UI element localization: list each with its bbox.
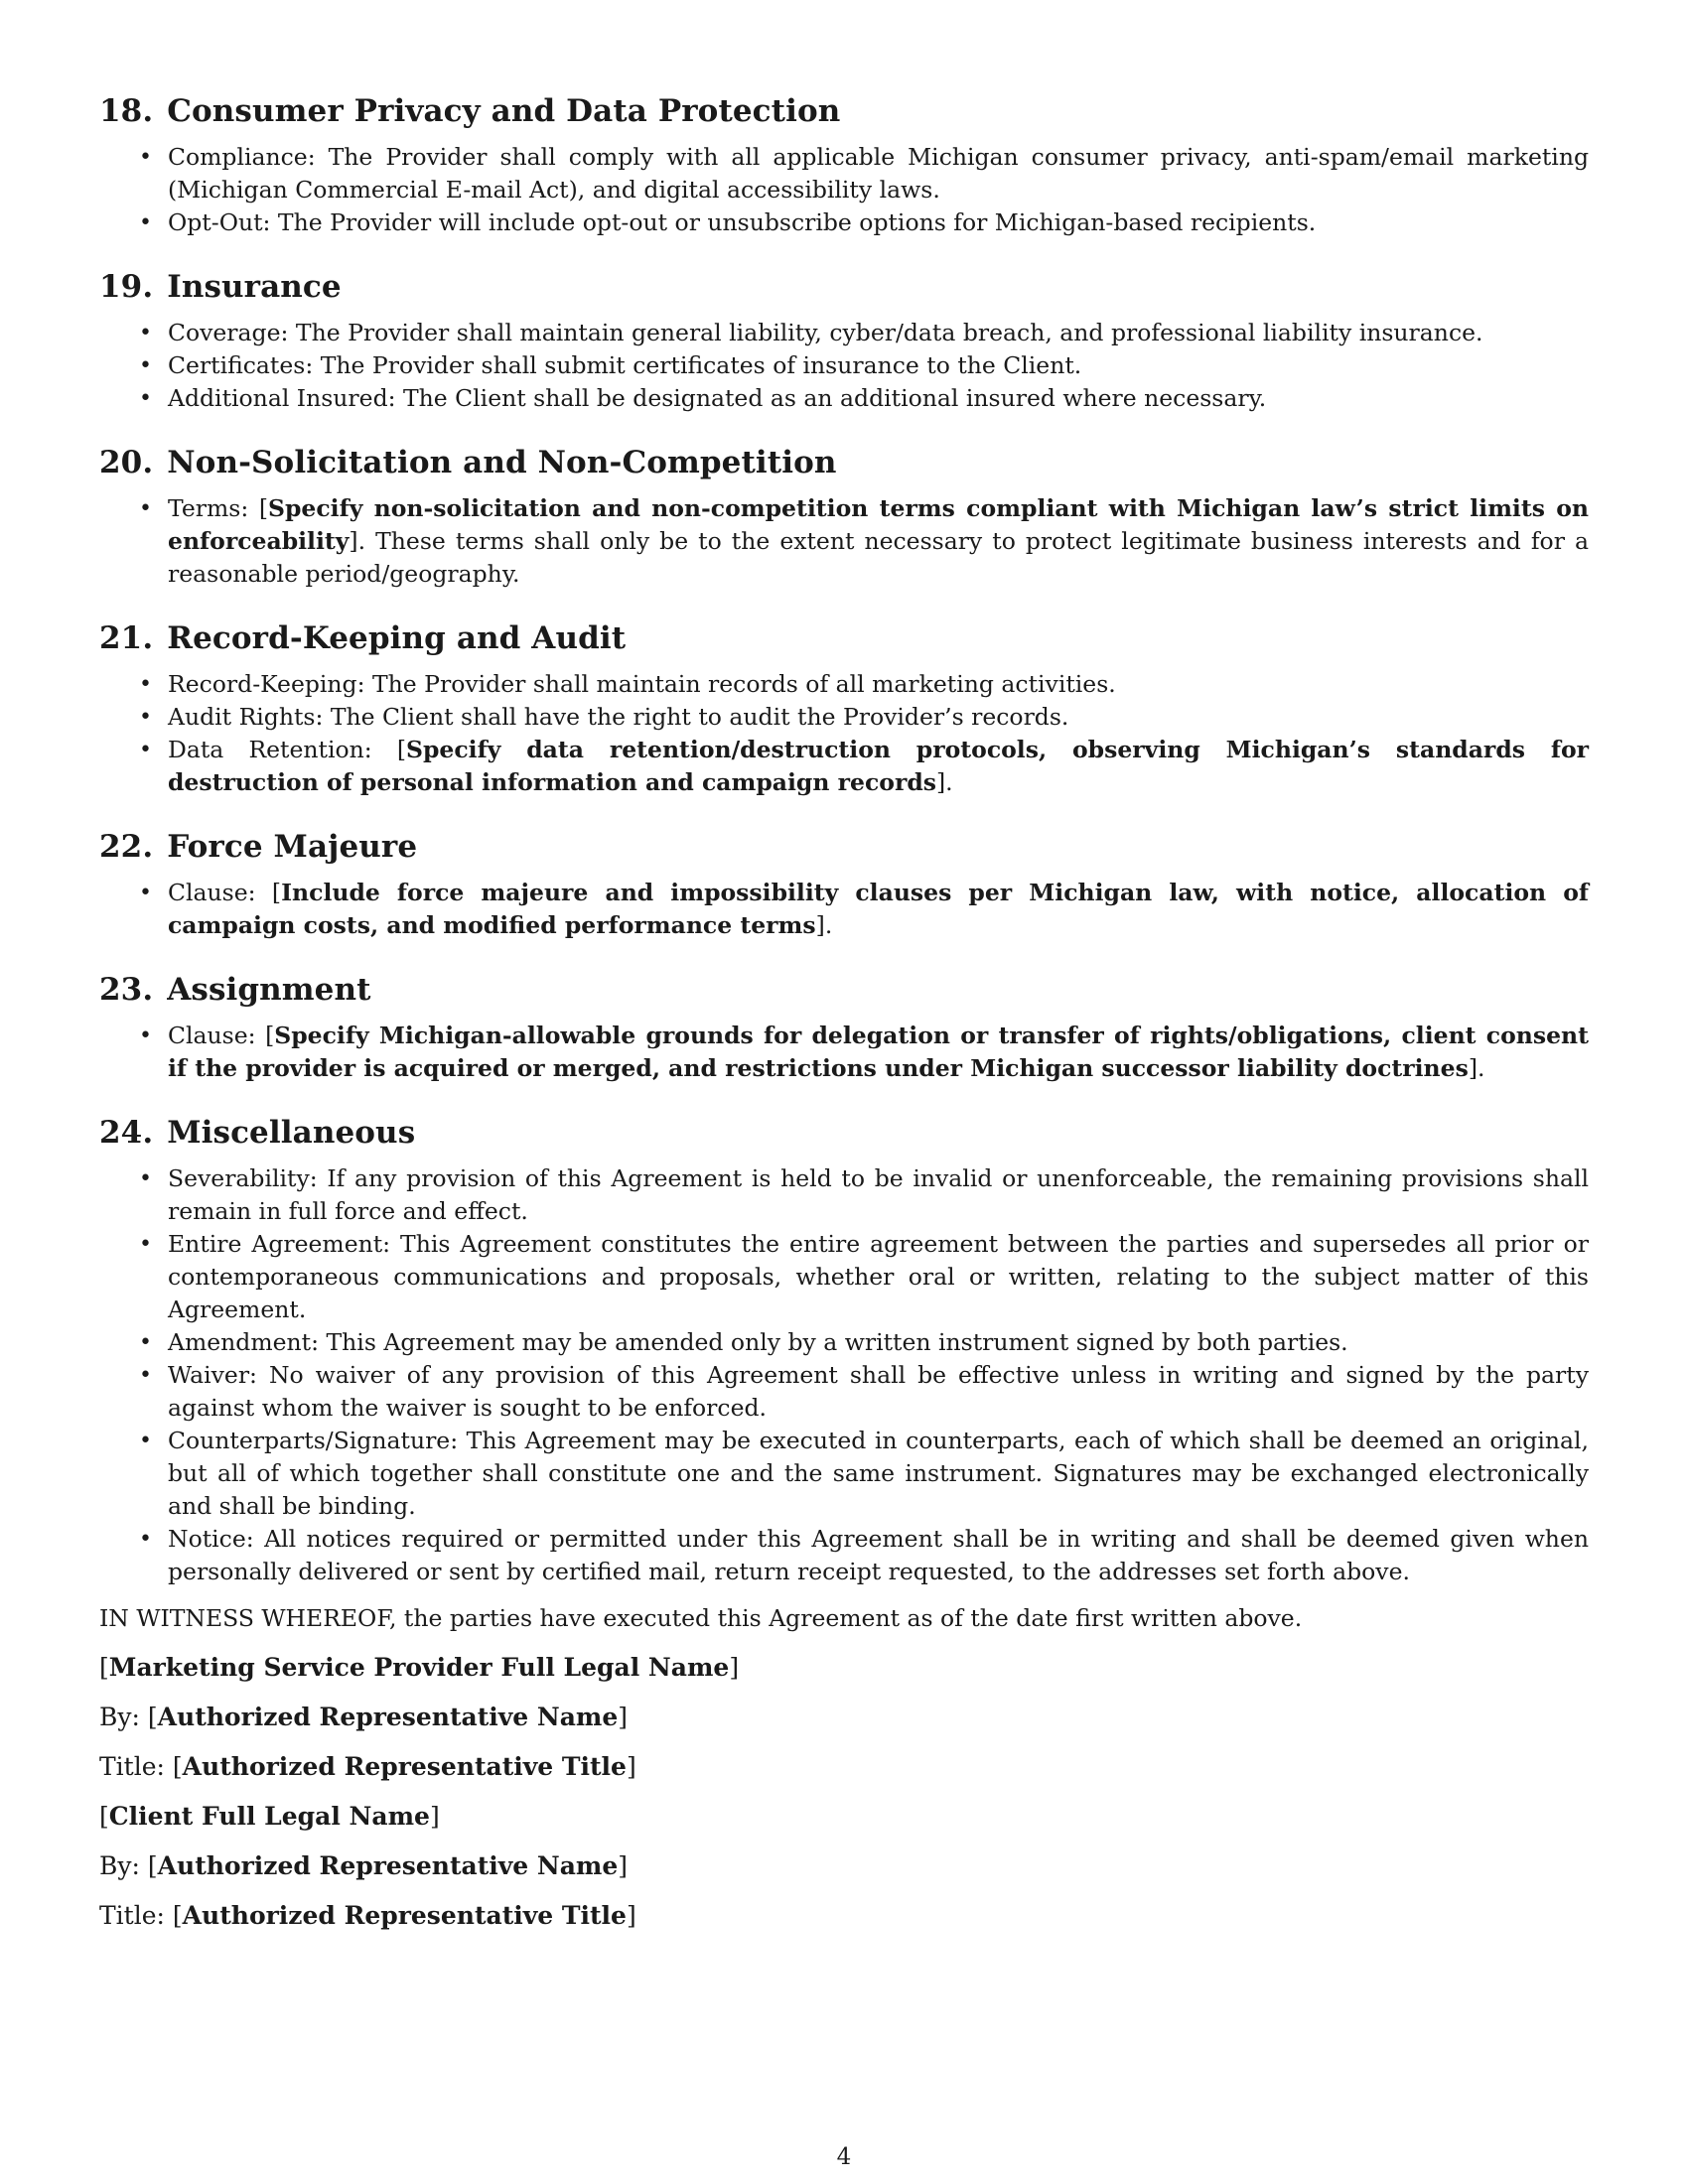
bullet-icon: •: [139, 672, 152, 697]
list-item-text: Waiver: No waiver of any provision of this Agreement shall be effective unless in writing and signed by the party against whom the waiver is sought to be enforced.: [168, 1361, 1589, 1422]
bullet-icon: •: [139, 705, 152, 730]
list-item: [99, 1020, 1589, 1085]
signature-block: [99, 1651, 1589, 1932]
list-item: [99, 206, 1589, 239]
bullet-icon: •: [139, 1363, 152, 1388]
bullet-list: [99, 492, 1589, 591]
section-number: 20.: [99, 445, 154, 480]
list-item: [99, 382, 1589, 415]
section-title: Miscellaneous: [167, 1115, 416, 1151]
section-heading: [99, 443, 1589, 482]
list-item: [99, 877, 1589, 942]
list-item-text: Entire Agreement: This Agreement constitutes the entire agreement between the parties and supersedes all prior or contemporaneous communications and proposals, whether oral or written, relating to the subject matter of this Agreement.: [168, 1230, 1589, 1323]
list-item-text: Record-Keeping: The Provider shall maintain records of all marketing activities.: [168, 670, 1116, 698]
list-item: [99, 734, 1589, 799]
list-item: [99, 1359, 1589, 1425]
list-item-text: Additional Insured: The Client shall be designated as an additional insured where necessary.: [168, 384, 1267, 412]
list-item-text: Opt-Out: The Provider will include opt-out or unsubscribe options for Michigan-based recipients.: [168, 208, 1317, 236]
bullet-icon: •: [139, 1166, 152, 1191]
list-item-text: Severability: If any provision of this Agreement is held to be invalid or unenforceable, the remaining provisions shall remain in full force and effect.: [168, 1164, 1589, 1225]
section-heading: [99, 91, 1589, 131]
list-item: [99, 1425, 1589, 1523]
section-23: [99, 970, 1589, 1085]
section-19: [99, 267, 1589, 415]
list-item-text: Notice: All notices required or permitted under this Agreement shall be in writing and shall be deemed given when personally delivered or sent by certified mail, return receipt requested, to the addresses set forth above.: [168, 1525, 1589, 1585]
list-item-text: Amendment: This Agreement may be amended only by a written instrument signed by both parties.: [168, 1328, 1348, 1356]
signature-line-client-title: Title: [Authorized Representative Title]: [99, 1901, 636, 1930]
list-item-text: Compliance: The Provider shall comply with all applicable Michigan consumer privacy, anti-spam/email marketing (Michigan Commercial E-mail Act), and digital accessibility laws.: [168, 143, 1589, 204]
section-number: 24.: [99, 1115, 154, 1151]
signature-line-provider-name: [Marketing Service Provider Full Legal Name]: [99, 1653, 740, 1682]
section-number: 19.: [99, 269, 154, 305]
signature-line-provider-by: By: [Authorized Representative Name]: [99, 1703, 629, 1731]
section-heading: [99, 827, 1589, 867]
list-item: [99, 317, 1589, 349]
list-item: [99, 141, 1589, 206]
section-heading: [99, 970, 1589, 1010]
section-22: [99, 827, 1589, 942]
section-title: Insurance: [167, 269, 342, 305]
bullet-icon: •: [139, 145, 152, 170]
section-heading: [99, 1113, 1589, 1153]
list-item-prefix: Clause: [: [168, 879, 282, 906]
bullet-icon: •: [139, 386, 152, 411]
placeholder-text: Specify non-solicitation and non-competition terms compliant with Michigan law’s strict limits on enforceability: [168, 494, 1589, 555]
placeholder-text: Specify data retention/destruction protocols, observing Michigan’s standards for destruction of personal information and campaign records: [168, 736, 1589, 796]
bullet-list: [99, 1020, 1589, 1085]
list-item-text: Audit Rights: The Client shall have the right to audit the Provider’s records.: [168, 703, 1069, 731]
list-item-prefix: Data Retention: [: [168, 736, 407, 763]
list-item-suffix: ].: [1468, 1054, 1485, 1082]
section-number: 22.: [99, 829, 154, 865]
list-item-text: Counterparts/Signature: This Agreement may be executed in counterparts, each of which shall be deemed an original, but all of which together shall constitute one and the same instrument. Signatures may be exchanged electronically and shall be binding.: [168, 1427, 1589, 1520]
bullet-icon: •: [139, 353, 152, 378]
section-title: Record-Keeping and Audit: [167, 620, 627, 656]
list-item-suffix: ].: [936, 768, 953, 796]
placeholder-text: Specify Michigan-allowable grounds for delegation or transfer of rights/obligations, client consent if the provider is acquired or merged, and restrictions under Michigan successor liability doctrines: [168, 1022, 1589, 1082]
section-heading: [99, 618, 1589, 658]
bullet-list: [99, 668, 1589, 799]
signature-line-client-name: [Client Full Legal Name]: [99, 1802, 440, 1831]
bullet-icon: •: [139, 1330, 152, 1355]
bullet-icon: •: [139, 881, 152, 905]
section-number: 21.: [99, 620, 154, 656]
list-item: [99, 1162, 1589, 1228]
signature-line-client-by: By: [Authorized Representative Name]: [99, 1851, 629, 1880]
bullet-list: [99, 141, 1589, 239]
list-item: [99, 492, 1589, 591]
section-21: [99, 618, 1589, 799]
section-title: Non-Solicitation and Non-Competition: [167, 445, 837, 480]
bullet-icon: •: [139, 1024, 152, 1048]
list-item-prefix: Terms: [: [168, 494, 268, 522]
bullet-icon: •: [139, 496, 152, 521]
section-title: Consumer Privacy and Data Protection: [167, 93, 841, 129]
list-item-suffix: ].: [815, 911, 833, 939]
list-item: [99, 1523, 1589, 1588]
bullet-icon: •: [139, 738, 152, 762]
list-item-text: Certificates: The Provider shall submit certificates of insurance to the Client.: [168, 351, 1082, 379]
list-item-prefix: Clause: [: [168, 1022, 275, 1049]
page-number: 4: [836, 2144, 852, 2170]
section-number: 23.: [99, 972, 154, 1008]
list-item: [99, 349, 1589, 382]
section-number: 18.: [99, 93, 154, 129]
list-item-suffix: ]. These terms shall only be to the extent necessary to protect legitimate business interests and for a reasonable period/geography.: [168, 527, 1589, 588]
bullet-icon: •: [139, 210, 152, 235]
bullet-icon: •: [139, 321, 152, 345]
list-item: [99, 701, 1589, 734]
list-item-text: Coverage: The Provider shall maintain general liability, cyber/data breach, and professional liability insurance.: [168, 319, 1483, 346]
section-title: Assignment: [167, 972, 371, 1008]
section-title: Force Majeure: [167, 829, 418, 865]
placeholder-text: Include force majeure and impossibility clauses per Michigan law, with notice, allocation of campaign costs, and modified performance terms: [168, 879, 1589, 939]
bullet-list: [99, 877, 1589, 942]
bullet-list: [99, 1162, 1589, 1588]
bullet-icon: •: [139, 1232, 152, 1257]
bullet-icon: •: [139, 1527, 152, 1552]
witness-statement: IN WITNESS WHEREOF, the parties have executed this Agreement as of the date first written above.: [99, 1604, 1303, 1632]
section-20: [99, 443, 1589, 591]
section-24: [99, 1113, 1589, 1588]
signature-line-provider-title: Title: [Authorized Representative Title]: [99, 1752, 636, 1781]
list-item: [99, 668, 1589, 701]
list-item: [99, 1228, 1589, 1326]
section-18: [99, 91, 1589, 239]
section-heading: [99, 267, 1589, 307]
bullet-list: [99, 317, 1589, 415]
bullet-icon: •: [139, 1429, 152, 1453]
document-page: [99, 91, 1589, 1949]
list-item: [99, 1326, 1589, 1359]
